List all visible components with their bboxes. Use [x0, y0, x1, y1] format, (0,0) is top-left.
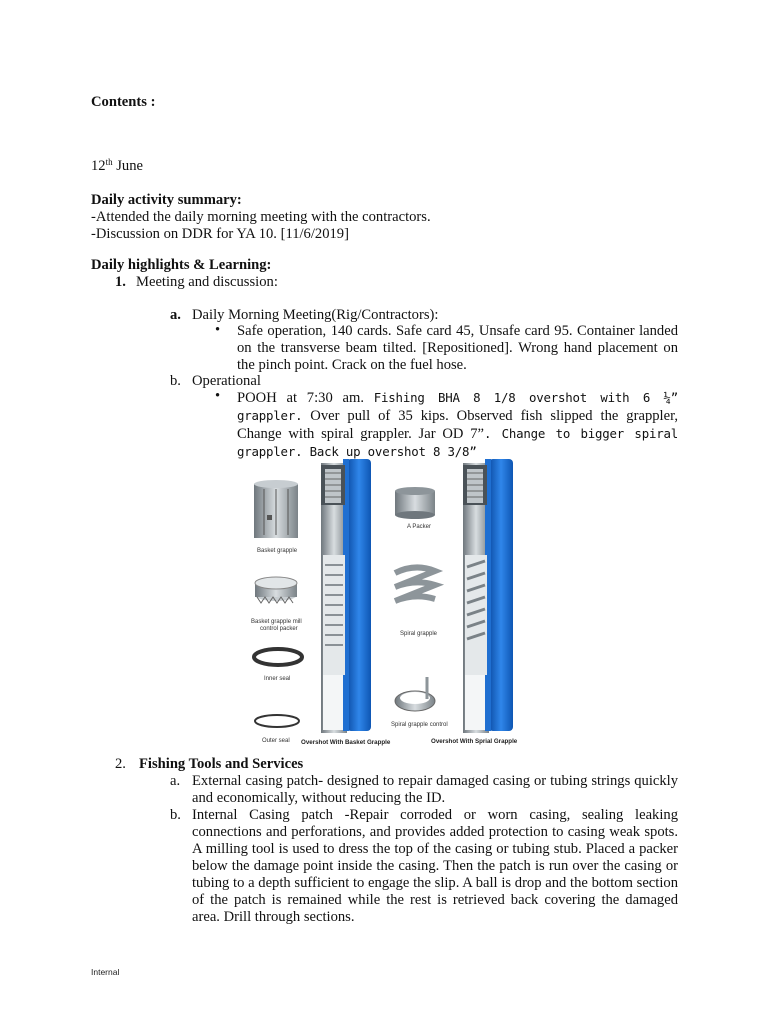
spiral-grapple-part [395, 567, 435, 601]
basket-grapple-part [254, 480, 298, 538]
tools-b-marker: b. [170, 807, 181, 823]
bullet-dot: • [215, 322, 221, 338]
a-packer-label: A Packer [407, 524, 432, 530]
overshot-figure [245, 455, 530, 750]
basket-mill-label-2: control packer [260, 626, 298, 632]
item-1-label: Meeting and discussion: [136, 274, 278, 290]
bullet-text-part-1: POOH at 7:30 am. [237, 390, 374, 406]
sub-b-marker: b. [170, 373, 181, 389]
sub-a-marker: a. [170, 307, 181, 323]
tools-a-marker: a. [170, 773, 181, 789]
bullet-text-part-2: Fishing BHA 8 1/8 overshot with 6 ¼” grappler. [237, 390, 678, 423]
outer-seal-ring [255, 715, 299, 727]
overshot-illustration [245, 455, 530, 750]
spiral-control-part [395, 677, 435, 711]
tools-b-text: Internal Casing patch -Repair corroded or worn casing, sealing leaking connections and perforations, and provides added protection to casing weak spots. A milling tool is used to dress the top of the casing or tubing stub. Placed a packer below the damage point inside the casing. Then the patch is run over the casing or tubing to a depth sufficient to engage the slip. A ball is drop and the bottom section of the patch is remained while the rest is retrieved back covering the damaged area. Drill through sections. [192, 807, 678, 925]
bullet-text-part-4: . Change to bigger spiral grappler. Back up overshot 8 3/8” [237, 426, 678, 459]
sub-b-bullet-text [237, 389, 678, 461]
overshot-basket-body [321, 459, 371, 733]
a-packer-part [395, 487, 435, 519]
contents-heading: Contents : [91, 94, 156, 110]
overshot-spiral-caption: Overshot With Sprial Grapple [431, 738, 518, 745]
bullet-dot: • [215, 388, 221, 404]
date-month: June [112, 158, 144, 174]
item-2-number: 2. [115, 756, 126, 772]
overshot-spiral-body [463, 459, 513, 733]
date-day: 12 [91, 158, 106, 174]
tools-heading: Fishing Tools and Services [139, 756, 304, 772]
basket-mill-part [255, 577, 297, 603]
date-suffix: th [105, 157, 113, 167]
inner-seal-label: Inner seal [264, 676, 291, 682]
bullet-text-part-3: Over pull of 35 kips. Observed fish slipped the grappler, Change with spiral grappler. Jar OD 7” [237, 408, 678, 442]
overshot-basket-caption: Overshot With Basket Grapple [301, 739, 391, 746]
sub-a-bullet-text: Safe operation, 140 cards. Safe card 45, Unsafe card 95. Container landed on the transverse beam tilted. [Repositioned]. Wrong hand placement on the pinch point. Crack on the fuel hose. [237, 323, 678, 373]
highlights-heading: Daily highlights & Learning: [91, 257, 272, 273]
spiral-grapple-label: Spiral grapple [400, 631, 438, 637]
tools-a-text: External casing patch- designed to repair damaged casing or tubing strings quickly and economically, without reducing the ID. [192, 773, 678, 806]
inner-seal-ring [254, 649, 302, 665]
summary-line-1: -Attended the daily morning meeting with the contractors. [91, 209, 431, 225]
basket-mill-label-1: Basket grapple mill [251, 619, 302, 625]
outer-seal-label: Outer seal [262, 738, 290, 744]
basket-grapple-label: Basket grapple [257, 548, 298, 554]
spiral-control-label: Spiral grapple control [391, 722, 448, 728]
date-line [91, 158, 143, 175]
sub-a-label: Daily Morning Meeting(Rig/Contractors): [192, 307, 439, 323]
item-1-number: 1. [115, 274, 126, 290]
summary-line-2: -Discussion on DDR for YA 10. [11/6/2019] [91, 226, 349, 242]
summary-heading: Daily activity summary: [91, 192, 242, 208]
footer-classification: Internal [91, 967, 120, 977]
sub-b-label: Operational [192, 373, 261, 389]
